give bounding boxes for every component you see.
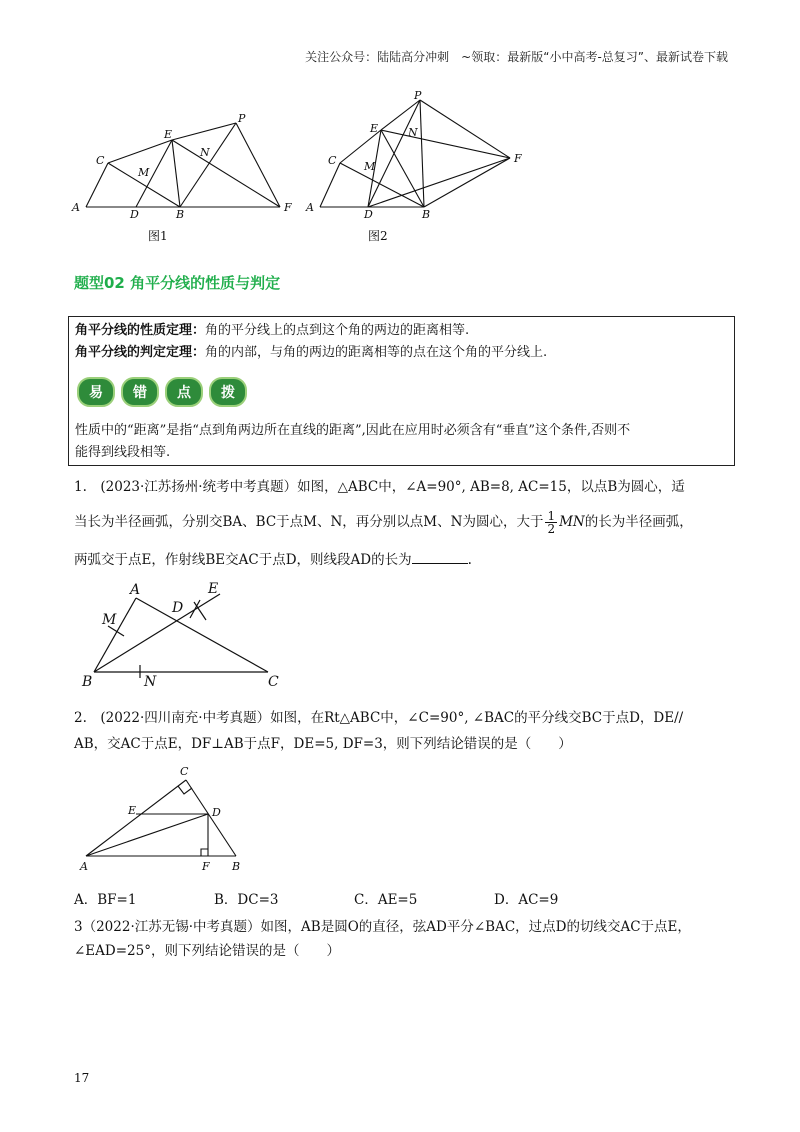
fig2-label: N	[408, 126, 418, 139]
fig1-label: D	[130, 208, 139, 221]
q2-label: B	[232, 860, 241, 873]
fig1-label: N	[200, 146, 210, 159]
q2-label: E	[128, 804, 137, 817]
fig1-label: M	[138, 166, 150, 179]
option-c[interactable]: C．AE=5	[354, 892, 418, 908]
fig1-label: A	[72, 201, 80, 214]
q1-label: A	[130, 582, 141, 598]
figure-2-caption: 图2	[368, 229, 388, 243]
q2-line2: AB，交AC于点E，DF⊥AB于点F，DE=5, DF=3，则下列结论错误的是（ ）	[74, 736, 572, 752]
q2-label: C	[180, 765, 189, 778]
q2-figure	[68, 762, 258, 880]
tip-note-line2: 能得到线段相等.	[75, 445, 171, 460]
q2-label: A	[80, 860, 88, 873]
q1-figure	[68, 578, 308, 693]
q1-figure-labels	[81, 581, 279, 690]
q1-label: B	[82, 674, 93, 690]
fig2-label: C	[328, 154, 337, 167]
tip-box	[68, 316, 735, 466]
q1-line1: 1. (2023·江苏扬州·统考中考真题）如图，△ABC中，∠A=90°, AB=8, AC=15，以点B为圆心，适	[74, 479, 685, 495]
fig2-label: A	[306, 201, 314, 214]
fig2-label: F	[514, 152, 522, 165]
badge: 错	[121, 377, 159, 407]
q1-label: E	[208, 581, 219, 597]
answer-blank	[412, 549, 468, 564]
q3-line1: 3（2022·江苏无锡·中考真题）如图，AB是圆O的直径，弦AD平分∠BAC，过点D的切线交AC于点E，	[74, 919, 691, 935]
fig2-label: M	[364, 160, 376, 173]
badge: 易	[77, 377, 115, 407]
tip-note-line1: 性质中的“距离”是指“点到角两边所在直线的距离”,因此在应用时必须含有“垂直”这个条件,否则不	[75, 423, 631, 438]
option-a[interactable]: A．BF=1	[74, 892, 137, 908]
fig2-label: D	[364, 208, 373, 221]
fig2-label: E	[370, 122, 379, 135]
badge: 拨	[209, 377, 247, 407]
fig1-label: P	[238, 112, 246, 125]
section-title: 题型02 角平分线的性质与判定	[74, 274, 281, 292]
q1-label: D	[172, 600, 184, 616]
option-b[interactable]: B．DC=3	[214, 892, 279, 908]
judgment-theorem: 角平分线的判定定理：角的内部，与角的两边的距离相等的点在这个角的平分线上.	[75, 345, 548, 360]
fig1-label: E	[164, 128, 173, 141]
page-header: 关注公众号：陆陆高分冲刺 ~领取：最新版“小中高考-总复习”、最新试卷下载	[305, 50, 728, 64]
figure-2	[320, 100, 510, 207]
q2-label: F	[202, 860, 210, 873]
q1-line2: 当长为半径画弧，分别交BA、BC于点M、N，再分别以点M、N为圆心，大于 $\frac{1}{2}$ MN的长为半径画弧，	[74, 509, 693, 536]
badge: 点	[165, 377, 203, 407]
q2-line1: 2. (2022·四川南充·中考真题）如图，在Rt△ABC中，∠C=90°, ∠BAC的平分线交BC于点D，DE//	[74, 710, 684, 726]
q2-options	[74, 888, 634, 908]
top-figures	[68, 90, 548, 245]
fig2-label: P	[414, 90, 422, 102]
page-number: 17	[74, 1071, 90, 1085]
q2-figure-labels	[79, 765, 240, 873]
fig1-label: B	[176, 208, 185, 221]
q2-label: D	[212, 806, 221, 819]
q1-line3: 两弧交于点E，作射线BE交AC于点D，则线段AD的长为 .	[74, 549, 472, 570]
figure-1-caption: 图1	[148, 229, 168, 243]
q1-label: M	[102, 612, 117, 628]
option-d[interactable]: D．AC=9	[494, 892, 559, 908]
fig1-label: F	[284, 201, 292, 214]
figure-1	[86, 123, 280, 207]
q3-line2: ∠EAD=25°，则下列结论错误的是（ ）	[74, 943, 340, 959]
q1-label: C	[268, 674, 279, 690]
fig2-label: B	[422, 208, 431, 221]
property-theorem: 角平分线的性质定理：角的平分线上的点到这个角的两边的距离相等.	[75, 323, 470, 338]
q1-label: N	[144, 674, 157, 690]
fraction-half: $\frac{1}{2}$	[547, 509, 556, 536]
fig1-label: C	[96, 154, 105, 167]
tip-badges	[77, 377, 247, 407]
